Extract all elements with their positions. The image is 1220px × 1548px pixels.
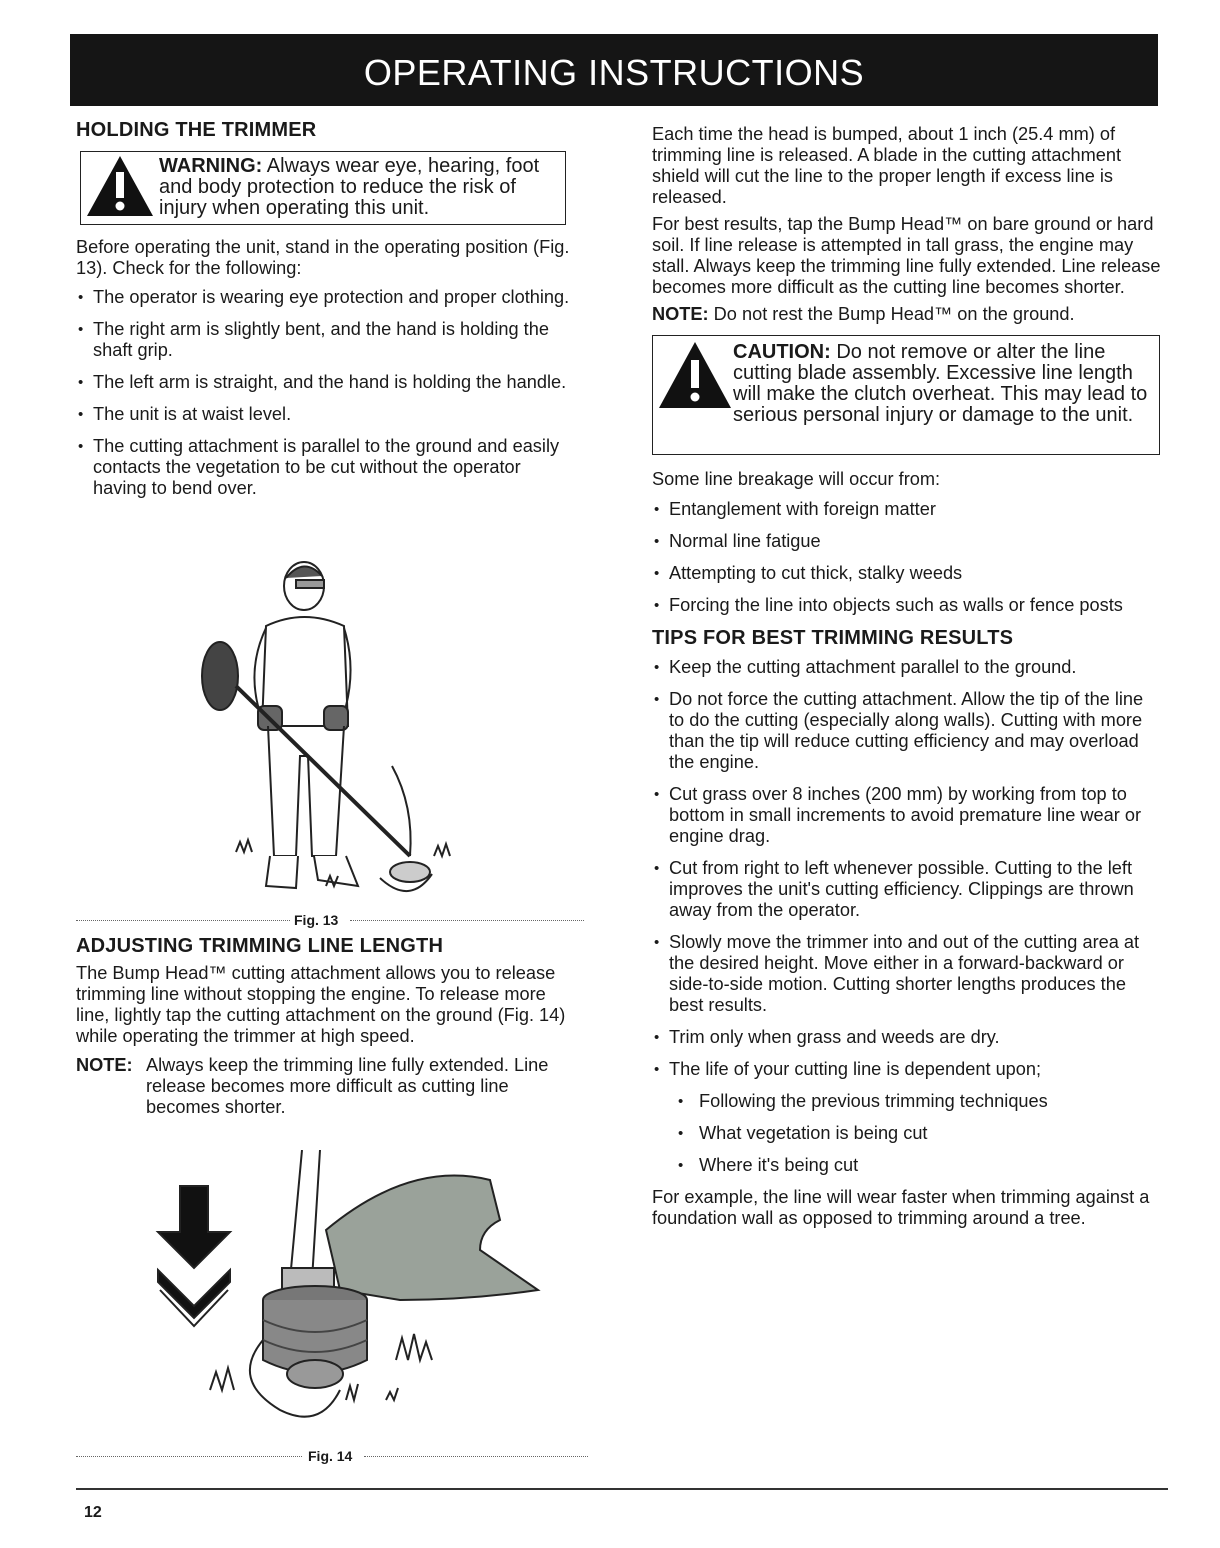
- fig13-caption: Fig. 13: [294, 912, 339, 928]
- check-item: • The unit is at waist level.: [76, 404, 578, 425]
- warning-icon: [85, 154, 155, 218]
- tip-item: • Cut from right to left whenever possible. Cutting to the left improves the unit's cutting efficiency. Clippings are thrown away from the operator.: [652, 858, 1162, 921]
- caution-text: Do not remove or alter the line cutting blade assembly. Excessive line length will make the clutch overheat. This may lead to serious personal injury or damage to the unit.: [733, 341, 1148, 426]
- fig14-caption: Fig. 14: [308, 1448, 353, 1464]
- adjusting-note: [76, 1055, 576, 1118]
- adjusting-section: [76, 936, 576, 1118]
- holding-intro: Before operating the unit, stand in the operating position (Fig. 13). Check for the following:: [76, 237, 570, 278]
- life-factor-item: • What vegetation is being cut: [652, 1123, 1162, 1144]
- check-item: • The operator is wearing eye protection and proper clothing.: [76, 287, 578, 308]
- check-item: • The cutting attachment is parallel to the ground and easily contacts the vegetation to be cut without the operator having to bend over.: [76, 436, 578, 499]
- check-item: • The left arm is straight, and the hand is holding the handle.: [76, 372, 578, 393]
- holding-heading: HOLDING THE TRIMMER: [76, 119, 317, 141]
- tip-item: • The life of your cutting line is dependent upon;: [652, 1059, 1162, 1080]
- tips-heading: TIPS FOR BEST TRIMMING RESULTS: [652, 627, 1014, 649]
- bump-paragraph: Each time the head is bumped, about 1 inch (25.4 mm) of trimming line is released. A blade in the cutting attachment shield will cut the line to the proper length if excess line is released.: [652, 124, 1122, 207]
- breakage-item: • Attempting to cut thick, stalky weeds: [652, 563, 1162, 584]
- left-column: [76, 120, 578, 510]
- tip-item: • Cut grass over 8 inches (200 mm) by working from top to bottom in small increments to avoid premature line wear or engine drag.: [652, 784, 1162, 847]
- tip-item: • Do not force the cutting attachment. Allow the tip of the line to do the cutting (especially along walls). Cutting with more than the tip will reduce cutting efficiency and may overload the engine.: [652, 689, 1162, 773]
- fig13-rule-left: [76, 920, 290, 921]
- note-label: NOTE:: [76, 1055, 133, 1075]
- adjusting-heading: ADJUSTING TRIMMING LINE LENGTH: [76, 935, 444, 957]
- check-item: • The right arm is slightly bent, and the hand is holding the shaft grip.: [76, 319, 578, 361]
- tip-item: • Trim only when grass and weeds are dry.: [652, 1027, 1162, 1048]
- life-factor-item: • Following the previous trimming techniques: [652, 1091, 1162, 1112]
- fig14-bump-head-illustration: [150, 1150, 550, 1435]
- page-number: 12: [84, 1504, 102, 1521]
- warning-label: WARNING:: [159, 155, 263, 177]
- fig14-rule-right: [364, 1456, 588, 1457]
- tip-item: • Slowly move the trimmer into and out of the cutting area at the desired height. Move either in a forward-backward or side-to-side motion. Cutting shorter lengths produces the best results.: [652, 932, 1162, 1016]
- right-note-label: NOTE:: [652, 304, 709, 324]
- breakage-intro: Some line breakage will occur from:: [652, 469, 941, 489]
- caution-label: CAUTION:: [733, 341, 831, 363]
- fig14-rule-left: [76, 1456, 302, 1457]
- fig13-operator-illustration: [196, 556, 456, 908]
- breakage-list: [652, 499, 1162, 616]
- note-text: Always keep the trimming line fully extended. Line release becomes more difficult as cutting line becomes shorter.: [146, 1055, 549, 1117]
- tip-item: • Keep the cutting attachment parallel to the ground.: [652, 657, 1162, 678]
- checks-list: [76, 287, 578, 499]
- right-note-text: Do not rest the Bump Head™ on the ground.: [713, 304, 1075, 324]
- life-factor-item: • Where it's being cut: [652, 1155, 1162, 1176]
- breakage-item: • Forcing the line into objects such as walls or fence posts: [652, 595, 1162, 616]
- fig13-rule-right: [350, 920, 584, 921]
- best-results-paragraph: For best results, tap the Bump Head™ on bare ground or hard soil. If line release is attempted in tall grass, the engine may stall. Always keep the trimming line fully extended. Line release becomes more difficult as the cutting line becomes shorter.: [652, 214, 1161, 297]
- tips-list: [652, 657, 1162, 1176]
- right-note: [652, 304, 1162, 325]
- caution-icon: [657, 340, 733, 410]
- warning-box: [80, 151, 566, 225]
- footer-rule: [76, 1488, 1168, 1490]
- caution-box: [652, 335, 1160, 455]
- warning-text: Always wear eye, hearing, foot and body protection to reduce the risk of injury when operating this unit.: [159, 155, 540, 219]
- example-paragraph: For example, the line will wear faster when trimming against a foundation wall as opposed to trimming around a tree.: [652, 1187, 1150, 1228]
- breakage-item: • Entanglement with foreign matter: [652, 499, 1162, 520]
- adjusting-text: The Bump Head™ cutting attachment allows you to release trimming line without stopping the engine. To release more line, lightly tap the cutting attachment on the ground (Fig. 14) while operating the trimmer at high speed.: [76, 963, 566, 1046]
- breakage-item: • Normal line fatigue: [652, 531, 1162, 552]
- page-banner: OPERATING INSTRUCTIONS: [70, 34, 1158, 106]
- right-column: [652, 124, 1162, 1235]
